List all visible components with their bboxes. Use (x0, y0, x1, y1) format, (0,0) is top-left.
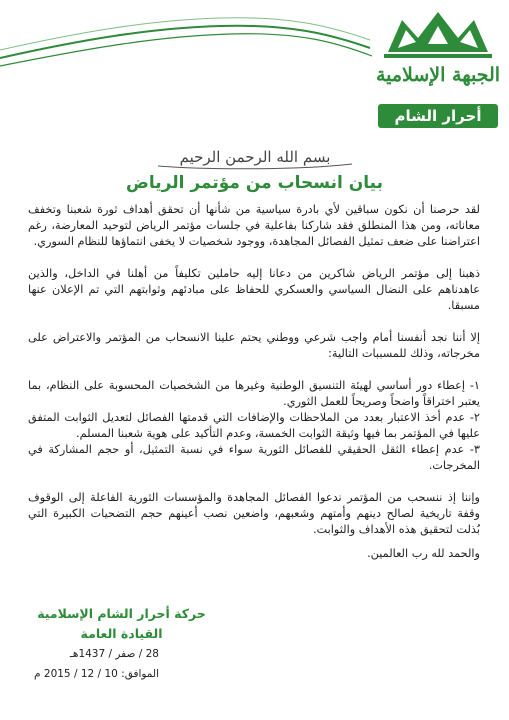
paragraph-call: وإننا إذ ننسحب من المؤتمر ندعوا الفصائل المجاهدة والمؤسسات الثورية الفاعلة إلى الوقوف وقفة تاريخية لصالح دينهم وأمتهم وشعبهم، واضعين نصب أعينهم حجم التضحيات الكبيرة التي بُذلت لتحقيق هذه الأهداف والثوابت. (28, 491, 480, 536)
date-gregorian: الموافق: 10 / 12 / 2015 م (34, 668, 159, 680)
basmala-text: بسم الله الرحمن الرحيم (179, 148, 331, 166)
reason-1: ١- إعطاء دور أساسي لهيئة التنسيق الوطنية وغيرها من الشخصيات المحسوبة على النظام، بما يعتبر اختراقاً واضحاً وصريحاً للعمل الثوري. (28, 379, 480, 408)
paragraph-attendance: ذهبنا إلى مؤتمر الرياض شاكرين من دعانا إليه حاملين تكليفاً من أهلنا في الداخل، والذين عاهدناهم على النضال السياسي والعسكري للحفاظ على مبادئهم وثوابتهم التي تم الإعلان عنها مسبقا. (28, 267, 480, 312)
logo-band-ahrar-alsham: أحرار الشام (378, 104, 498, 128)
paragraph-closing: والحمد لله رب العالمين. (367, 547, 480, 560)
reason-2: ٢- عدم أخذ الاعتبار بعدد من الملاحظات والإضافات التي قدمتها الفصائل لتعديل الثوابت المتفق عليها في المؤتمر بما فيها وثيقة الثوابت الخمسة، وعدم التأكيد على هوية شعبنا المسلم. (28, 411, 480, 440)
date-hijri: 28 / صفر / 1437هـ (69, 648, 159, 660)
signature-leadership: القيادة العامة (80, 626, 163, 641)
signature-block (34, 604, 209, 644)
statement-body (28, 202, 480, 562)
reason-3: ٣- عدم إعطاء الثقل الحقيقي للفصائل الثورية سواء في نسبة التمثيل، أو حجم المشاركة في المخرجات. (28, 443, 480, 472)
signature-org: حركة أحرار الشام الإسلامية (37, 606, 206, 621)
paragraph-intro: لقد حرصنا أن نكون سباقين لأي بادرة سياسية من شأنها أن تحقق أهداف ثورة شعبنا وتخفف معاناته، ومن هذا المنطلق فقد شاركنا بفاعلية في جلسات مؤتمر الرياض لتوحيد المعارضة، رغم اعتراضنا على ضعف تمثيل الفصائل المجاهدة، ووجود شخصيات لا يخفى انتماؤها للنظام السوري. (28, 203, 480, 248)
basmala-calligraphy (150, 138, 360, 172)
logo-calligraphy: الجبهة الإسلامية (375, 64, 501, 86)
statement-title: بيان انسحاب من مؤتمر الرياض (126, 173, 383, 193)
paragraph-withdrawal: إلا أننا نجد أنفسنا أمام واجب شرعي ووطني يحتم علينا الانسحاب من المؤتمر والاعتراض على مخرجاته، وذلك للمسببات التالية: (28, 331, 480, 360)
